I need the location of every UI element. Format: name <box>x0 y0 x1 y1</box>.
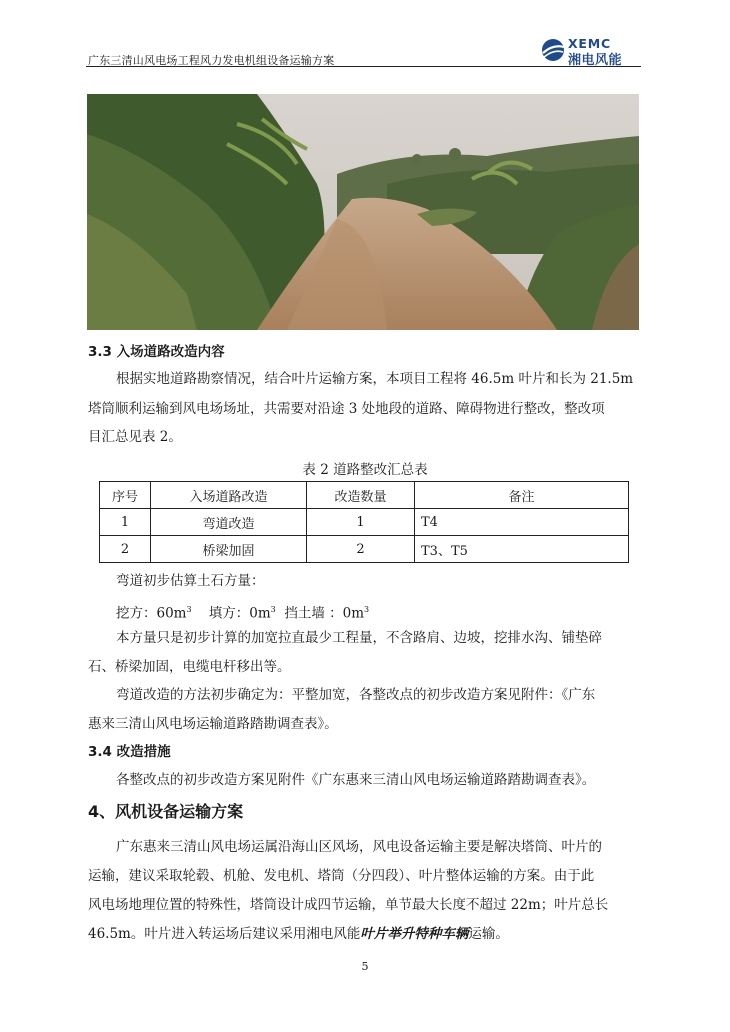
table-cell: 2 <box>307 536 415 563</box>
page-number: 5 <box>361 960 369 973</box>
paragraph-line: 根据实地道路勘察情况，结合叶片运输方案，本项目工程将 46.5m 叶片和长为 21.5m <box>116 371 634 387</box>
section-3-4-heading: 3.4 改造措施 <box>88 744 171 760</box>
logo-swoosh-icon <box>540 38 566 62</box>
table-row <box>100 536 629 563</box>
text-run: 运输。 <box>468 926 509 942</box>
table-cell: 弯道改造 <box>151 509 307 536</box>
column-header: 序号 <box>100 482 151 509</box>
paragraph-line: 目汇总见表 2。 <box>88 429 182 445</box>
company-logo <box>540 36 640 68</box>
paragraph-line: 本方量只是初步计算的加宽拉直最少工程量，不含路肩、边坡，挖排水沟、铺垫碎 <box>116 630 602 646</box>
section-3-3-heading: 3.3 入场道路改造内容 <box>88 344 225 360</box>
text-run: 46.5m。叶片进入转运场后建议采用湘电风能 <box>88 926 361 942</box>
table-cell: T3、T5 <box>415 536 629 563</box>
column-header: 改造数量 <box>307 482 415 509</box>
paragraph-line: 广东惠来三清山风电场运属沿海山区风场，风电设备运输主要是解决塔筒、叶片的 <box>116 839 602 855</box>
paragraph-line: 弯道改造的方法初步确定为：平整加宽，各整改点的初步改造方案见附件：《广东 <box>116 687 596 703</box>
column-header: 入场道路改造 <box>151 482 307 509</box>
paragraph-line <box>88 924 509 944</box>
paragraph-line: 运输，建议采取轮毂、机舱、发电机、塔筒（分四段）、叶片整体运输的方案。由于此 <box>88 868 595 884</box>
road-improvement-table <box>99 481 629 563</box>
table-cell: 2 <box>100 536 151 563</box>
paragraph-line: 风电场地理位置的特殊性，塔筒设计成四节运输，单节最大长度不超过 22m；叶片总长 <box>88 897 609 913</box>
fill-quantity: 填方：0m <box>208 605 271 622</box>
paragraph-line: 各整改点的初步改造方案见附件《广东惠来三清山风电场运输道路踏勘调查表》。 <box>116 772 596 788</box>
table-cell: 1 <box>100 509 151 536</box>
table-cell: 桥梁加固 <box>151 536 307 563</box>
header-rule <box>86 66 641 67</box>
section-4-heading: 4、风机设备运输方案 <box>88 802 244 821</box>
estimate-intro: 弯道初步估算土石方量： <box>116 573 265 589</box>
paragraph-line: 塔筒顺利运输到风电场场址，共需要对沿途 3 处地段的道路、障碍物进行整改，整改项 <box>88 401 605 417</box>
logo-cjk-text: 湘电风能 <box>568 53 623 68</box>
emphasized-text: 叶片举升特种车辆 <box>360 926 469 942</box>
logo-latin-text: XEMC <box>568 36 611 51</box>
paragraph-line: 石、桥梁加固，电缆电杆移出等。 <box>88 659 291 675</box>
column-header: 备注 <box>415 482 629 509</box>
table-cell: 1 <box>307 509 415 536</box>
header-title: 广东三清山风电场工程风力发电机组设备运输方案 <box>88 54 335 67</box>
unit-superscript: 3 <box>186 605 192 614</box>
table-caption: 表 2 道路整改汇总表 <box>302 462 428 478</box>
retaining-wall-quantity: 挡土墙 ：0m <box>284 605 365 622</box>
table-cell: T4 <box>415 509 629 536</box>
paragraph-line: 惠来三清山风电场运输道路踏勘调查表》。 <box>88 716 338 732</box>
unit-superscript: 3 <box>270 605 276 614</box>
cut-quantity: 挖方：60m <box>116 605 187 622</box>
road-photo <box>87 94 639 330</box>
table-row <box>100 509 629 536</box>
earthwork-quantities <box>116 600 369 624</box>
unit-superscript: 3 <box>364 605 370 614</box>
table-header-row <box>100 482 629 509</box>
